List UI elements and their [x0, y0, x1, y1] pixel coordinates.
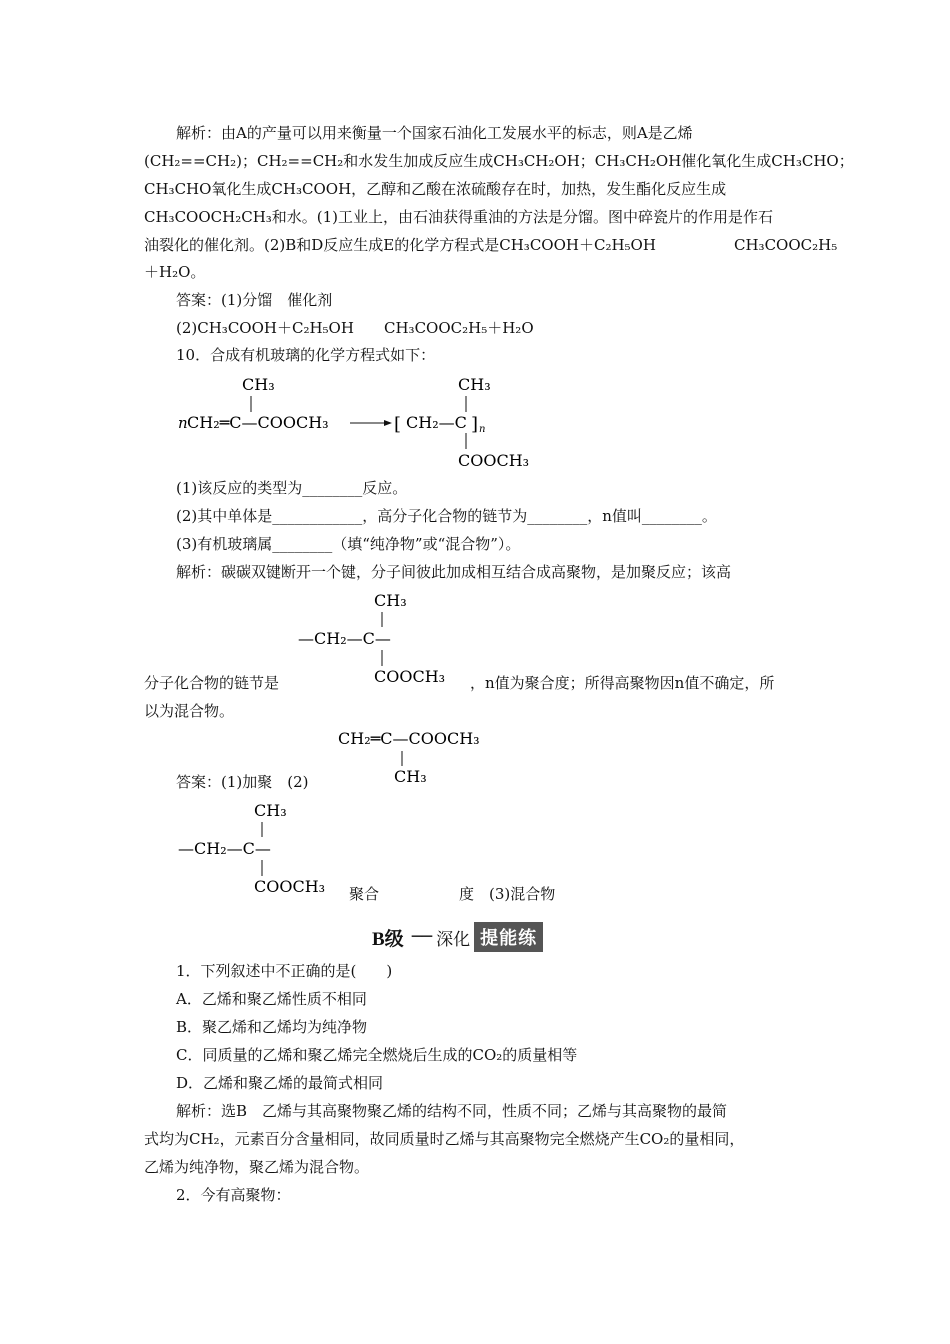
- answer10-unit-ch3: CH₃: [254, 801, 287, 820]
- answer10-monomer-main: CH₂═C—COOCH₃: [338, 729, 480, 748]
- qb1-option-c: C．同质量的乙烯和聚乙烯完全燃烧后生成的CO₂的质量相等: [176, 1046, 578, 1064]
- answer10-line2-start: 聚合: [349, 885, 380, 903]
- heading-mid: 深化: [436, 929, 471, 950]
- q10-bracket-right: ]: [471, 414, 479, 435]
- answer10-unit-main: —CH₂—C—: [178, 839, 271, 858]
- analysis1-line5: 油裂化的催化剂。(2)B和D反应生成E的化学方程式是CH₃COOH＋C₂H₅OH: [144, 236, 656, 254]
- answer10-monomer: [336, 724, 516, 790]
- analysisb1-line1: 解析：选B 乙烯与其高聚物聚乙烯的结构不同，性质不同；乙烯与其高聚物的最简: [176, 1102, 728, 1120]
- q10-ch3-top-left: CH₃: [242, 375, 275, 394]
- analysisb1-line2: 式均为CH₂，元素百分含量相同，故同质量时乙烯与其高聚物完全燃烧产生CO₂的量相同，: [144, 1130, 745, 1148]
- heading-badge: 提能练: [474, 922, 543, 952]
- q10-reaction-equation: [170, 370, 550, 475]
- q10-polymer-mid: CH₂—C: [406, 413, 467, 432]
- q10-title: 10．合成有机玻璃的化学方程式如下：: [176, 346, 436, 364]
- heading-dash: ──: [411, 927, 433, 947]
- analysis10-chain-unit: [296, 586, 466, 688]
- qb1-option-a: A．乙烯和聚乙烯性质不相同: [176, 990, 367, 1008]
- q10-sub2: (2)其中单体是____________，高分子化合物的链节为________，n值叫________。: [176, 507, 717, 525]
- analysis1-line6: ＋H₂O。: [144, 263, 206, 281]
- analysis10-line2-end: ，n值为聚合度；所得高聚物因n值不确定，所: [470, 674, 775, 692]
- section-heading: [372, 922, 543, 952]
- qb1-title: 1．下列叙述中不正确的是( ): [176, 962, 393, 980]
- analysis10-line1: 解析：碳碳双键断开一个键，分子间彼此加成相互结合成高聚物，是加聚反应；该高: [176, 563, 732, 581]
- qb1-option-b: B．聚乙烯和乙烯均为纯净物: [176, 1018, 368, 1036]
- analysis10-unit-ch3: CH₃: [374, 591, 407, 610]
- answer1-line2: (2)CH₃COOH＋C₂H₅OH: [176, 319, 354, 337]
- answer1-line1: 答案：(1)分馏 催化剂: [176, 291, 333, 309]
- qb1-option-d: D．乙烯和聚乙烯的最简式相同: [176, 1074, 384, 1092]
- answer1-line2-product: CH₃COOC₂H₅＋H₂O: [384, 319, 534, 337]
- q10-cooch3-right: COOCH₃: [458, 451, 530, 470]
- analysis10-unit-cooch3: COOCH₃: [374, 667, 446, 686]
- analysis1-line3: CH₃CHO氧化生成CH₃COOH，乙醇和乙酸在浓硫酸存在时，加热，发生酯化反应生成: [144, 180, 727, 198]
- answer10-unit-cooch3: COOCH₃: [254, 877, 326, 896]
- analysis1-line2: (CH₂==CH₂)；CH₂==CH₂和水发生加成反应生成CH₃CH₂OH；CH₃CH₂OH催化氧化生成CH₃CHO；: [144, 152, 854, 170]
- q10-sub1: (1)该反应的类型为________反应。: [176, 479, 408, 497]
- analysis10-unit-main: —CH₂—C—: [298, 629, 391, 648]
- q10-arrow-head: [384, 420, 392, 426]
- q10-ch3-top-right: CH₃: [458, 375, 491, 394]
- q10-sub3: (3)有机玻璃属________（填“纯净物”或“混合物”）。: [176, 535, 521, 553]
- q10-bracket-left: [: [394, 414, 402, 435]
- answer10-monomer-ch3: CH₃: [394, 767, 427, 786]
- analysis10-line2-start: 分子化合物的链节是: [144, 674, 280, 692]
- analysis1-line5-product: CH₃COOC₂H₅: [734, 236, 838, 254]
- q10-monomer: CH₂═C—COOCH₃: [187, 413, 329, 432]
- answer10-line2-end: 度 (3)混合物: [459, 885, 556, 903]
- qb2-title: 2．今有高聚物：: [176, 1186, 291, 1204]
- analysis10-line3: 以为混合物。: [144, 702, 235, 720]
- heading-prefix: B级: [372, 928, 404, 950]
- q10-n-left: n: [178, 414, 188, 432]
- answer10-chain-unit: [176, 796, 346, 898]
- q10-n-right: n: [479, 424, 486, 435]
- analysis1-line4: CH₃COOCH₂CH₃和水。(1)工业上，由石油获得重油的方法是分馏。图中碎瓷片的作用是作石: [144, 208, 774, 226]
- analysis1-line1: 解析：由A的产量可以用来衡量一个国家石油化工发展水平的标志，则A是乙烯: [176, 124, 693, 142]
- analysisb1-line3: 乙烯为纯净物，聚乙烯为混合物。: [144, 1158, 370, 1176]
- answer10-line1: 答案：(1)加聚 (2): [176, 773, 309, 791]
